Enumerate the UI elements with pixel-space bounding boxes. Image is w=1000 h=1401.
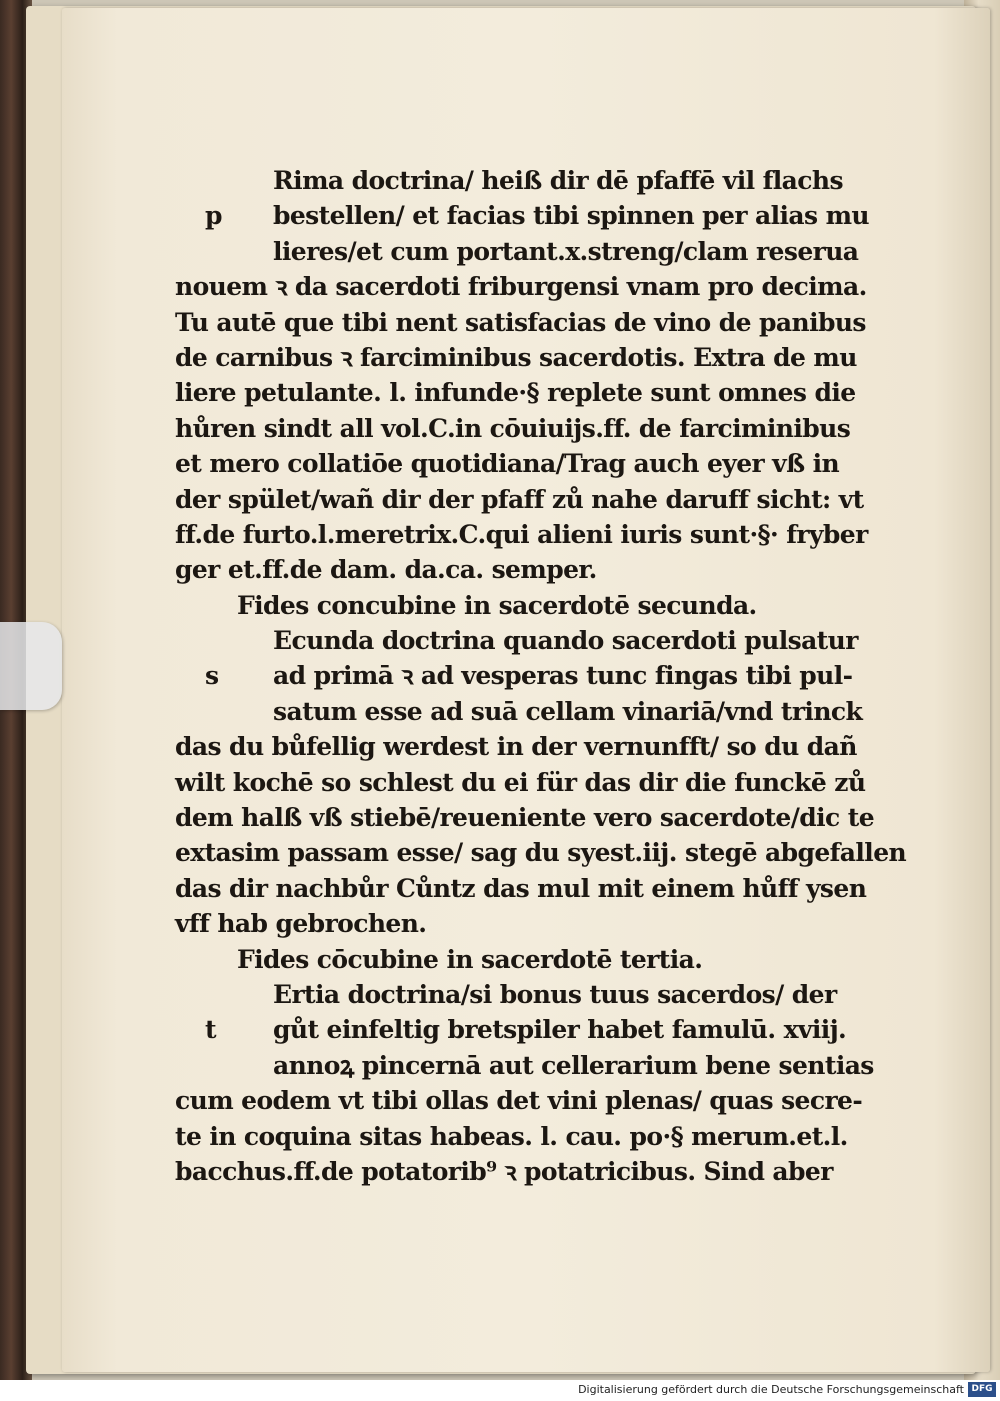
section-heading: Fides cōcubine in sacerdotē tertia. [237,944,703,974]
text-line: Ecunda doctrina quando sacerdoti pulsatur [273,626,858,656]
text-line: cum eodem vt tibi ollas det vini plenas/ quas secre- [175,1086,863,1116]
text-line: ger et.ff.de dam. da.ca. semper. [175,555,597,585]
text-line: Ertia doctrina/si bonus tuus sacerdos/ der [273,979,837,1009]
dfg-logo: DFG [968,1382,996,1397]
text-line: nouem ꝛ da sacerdoti friburgensi vnam pro decima. [175,272,867,302]
guide-letter: t [205,1015,216,1045]
text-line: Rima doctrina/ heiß dir dē pfaffē vil flachs [273,166,843,195]
text-line: bacchus.ff.de potatorib⁹ ꝛ potatricibus. Sind aber [175,1156,833,1186]
text-line: der spület/wañ dir der pfaff zů nahe daruff sicht: vt [175,484,864,514]
section-heading: Fides concubine in sacerdotē secunda. [237,590,757,620]
text-line: vff hab gebrochen. [175,909,427,939]
text-line: satum esse ad suā cellam vinariā/vnd trinck [273,696,863,726]
text-line: das dir nachbůr Cůntz das mul mit einem hůff ysen [175,873,867,903]
text-line: das du bůfellig werdest in der vernunfft/ so du dañ [175,732,857,762]
text-line: liere petulante. l. infunde·§ replete sunt omnes die [175,378,856,408]
text-line: ff.de furto.l.meretrix.C.qui alieni iuris sunt·§· fryber [175,519,868,549]
text-line: extasim passam esse/ sag du syest.iij. stegē abgefallen [175,838,907,868]
text-line: p bestellen/ et facias tibi spinnen per alias mu [175,198,835,233]
text-line: te in coquina sitas habeas. l. cau. po·§ merum.et.l. [175,1121,848,1151]
text-line: lieres/et cum portant.x.streng/clam reserua [273,236,859,266]
text-line: et mero collatiōe quotidiana/Trag auch eyer vß in [175,449,840,479]
text-line: hůren sindt all vol.C.in cōuiuijs.ff. de farciminibus [175,413,851,443]
text-line: annoꝝ pincernā aut cellerarium bene sentias [273,1050,874,1080]
guide-letter: p [205,201,222,231]
text-line: wilt kochē so schlest du ei für das dir die funckē zů [175,767,866,797]
footer-bar [0,1380,1000,1401]
guide-letter: s [205,661,219,691]
page-clip-tab [0,622,62,710]
text-line: Tu autē que tibi nent satisfacias de vino de panibus [175,307,866,337]
text-line: dem halß vß stiebē/reueniente vero sacerdote/dic te [175,803,875,833]
funding-credit: Digitalisierung gefördert durch die Deutsche Forschungsgemeinschaft [578,1383,964,1396]
text-line: t gůt einfeltig bretspiler habet famulū. xviij. [175,1012,835,1047]
text-line: de carnibus ꝛ farciminibus sacerdotis. Extra de mu [175,342,857,372]
page-text [175,163,907,1189]
text-line: s ad primā ꝛ ad vesperas tunc fingas tibi pul- [175,658,835,693]
